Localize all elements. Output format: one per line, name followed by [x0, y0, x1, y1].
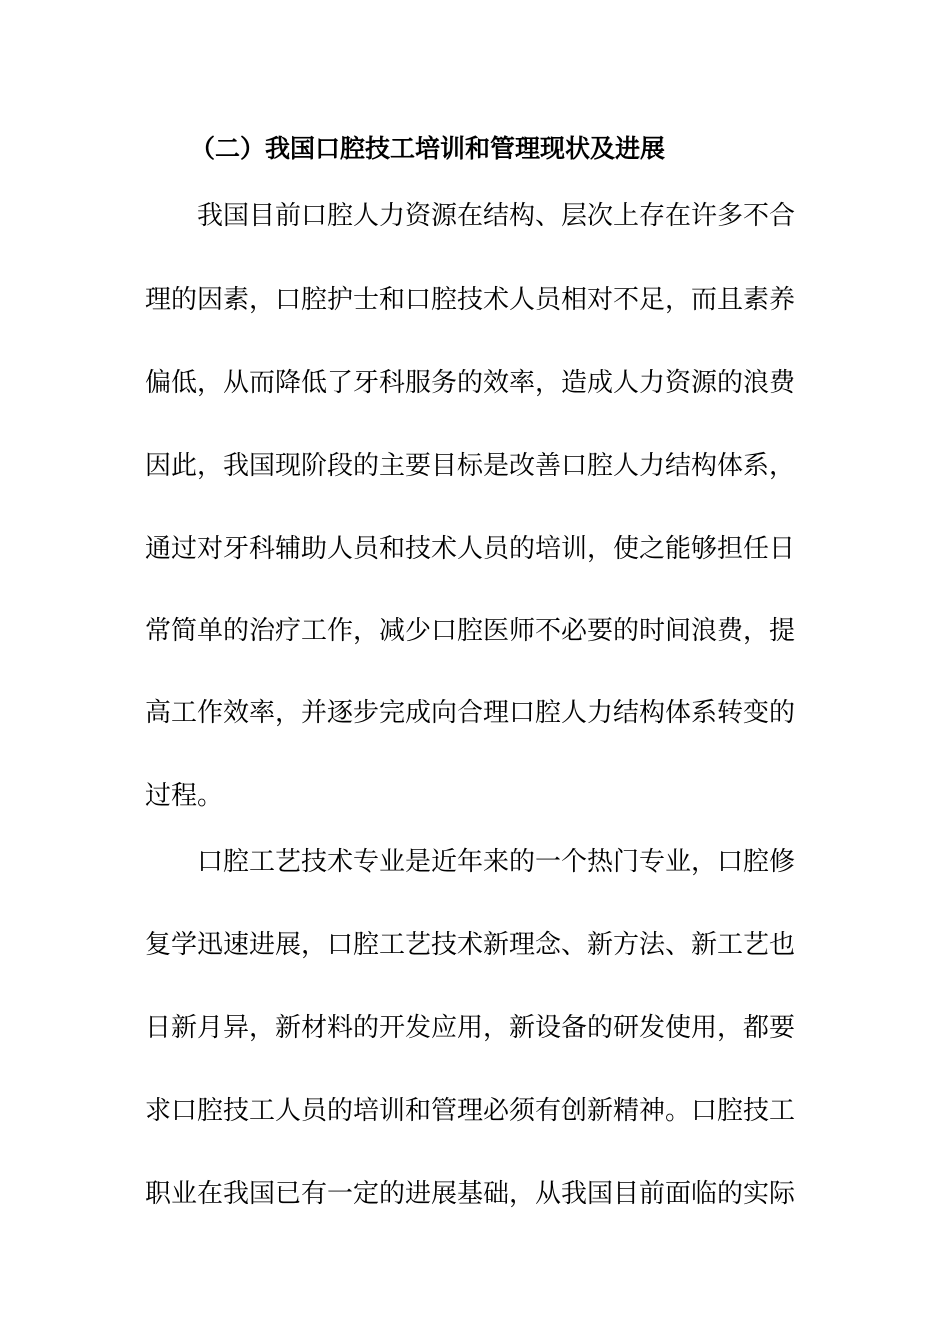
paragraph-1-line-1: 我国目前口腔人力资源在结构、层次上存在许多不合 — [197, 201, 796, 231]
paragraph-2-line-2: 复学迅速进展，口腔工艺技术新理念、新方法、新工艺也 — [145, 930, 796, 960]
paragraph-2-line-3: 日新月异，新材料的开发应用，新设备的研发使用，都要 — [145, 1013, 796, 1043]
paragraph-1-line-7: 高工作效率，并逐步完成向合理口腔人力结构体系转变的 — [145, 698, 796, 728]
paragraph-2-line-1: 口腔工艺技术专业是近年来的一个热门专业，口腔修 — [197, 847, 796, 877]
paragraph-1-line-6: 常简单的治疗工作，减少口腔医师不必要的时间浪费，提 — [145, 616, 796, 646]
paragraph-1-line-2: 理的因素，口腔护士和口腔技术人员相对不足，而且素养 — [145, 285, 796, 315]
paragraph-1-line-8: 过程。 — [145, 781, 224, 811]
paragraph-2-line-4: 求口腔技工人员的培训和管理必须有创新精神。口腔技工 — [145, 1096, 796, 1126]
paragraph-1-line-5: 通过对牙科辅助人员和技术人员的培训，使之能够担任日 — [145, 534, 796, 564]
paragraph-2-line-5: 职业在我国已有一定的进展基础，从我国目前面临的实际 — [145, 1179, 796, 1209]
section-heading: （二）我国口腔技工培训和管理现状及进展 — [190, 134, 666, 163]
paragraph-1-line-4: 因此，我国现阶段的主要目标是改善口腔人力结构体系， — [145, 451, 796, 481]
paragraph-1-line-3: 偏低，从而降低了牙科服务的效率，造成人力资源的浪费 — [145, 368, 796, 398]
